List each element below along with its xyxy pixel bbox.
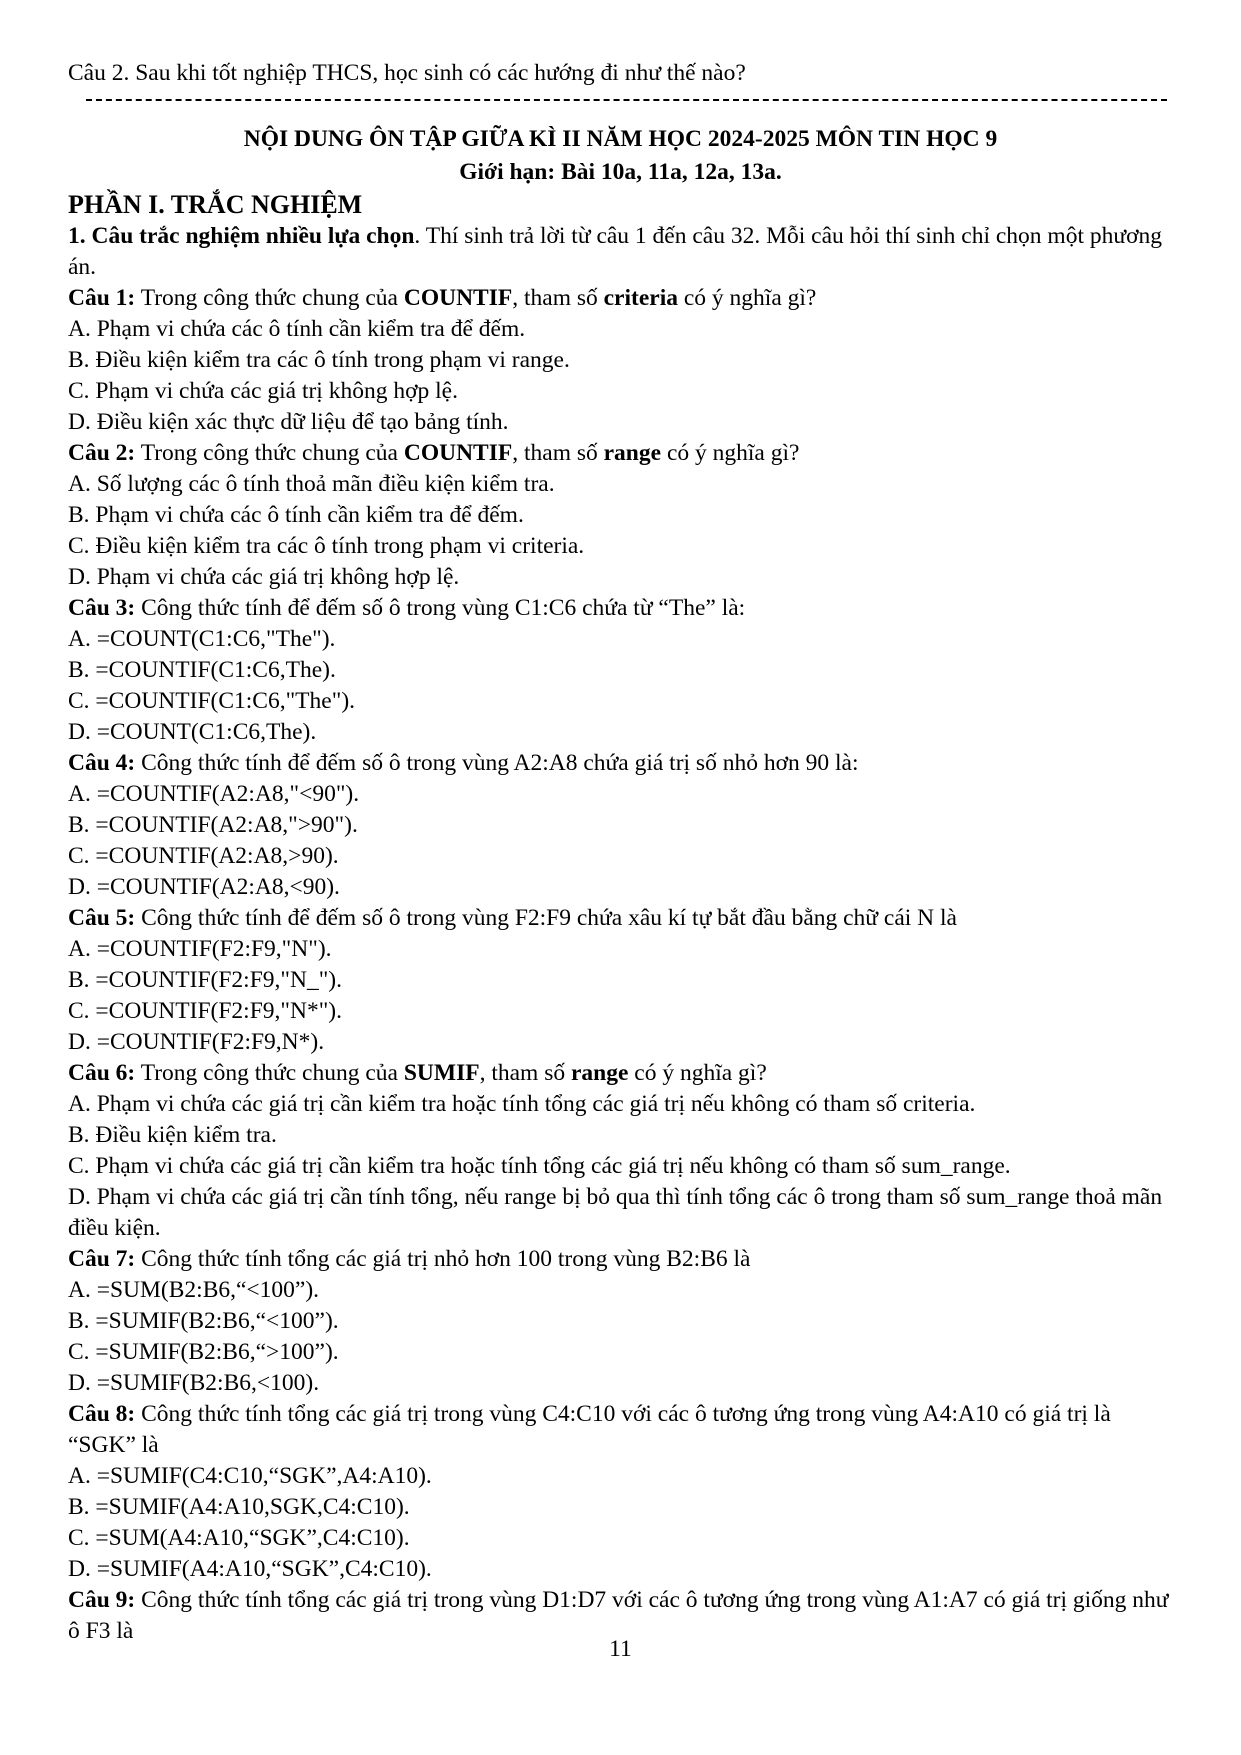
question-block <box>68 903 1173 1058</box>
answer-option: A. =COUNTIF(F2:F9,"N"). <box>68 936 332 962</box>
document-page <box>68 58 1173 1647</box>
dashed-separator <box>86 99 1167 119</box>
answer-option: D. =COUNT(C1:C6,The). <box>68 719 317 745</box>
question-text: Công thức tính tổng các giá trị nhỏ hơn 100 trong vùng B2:B6 là <box>135 1246 751 1272</box>
answer-option: A. =COUNT(C1:C6,"The"). <box>68 626 336 652</box>
question-label: Câu 9: <box>68 1587 136 1613</box>
answer-option: B. =COUNTIF(A2:A8,">90"). <box>68 812 358 838</box>
question-text: range <box>570 1060 629 1086</box>
question-text: Trong công thức chung của <box>135 1060 404 1086</box>
answer-option: B. =COUNTIF(F2:F9,"N_"). <box>68 967 342 993</box>
question-block <box>68 283 1173 438</box>
answer-option: B. =COUNTIF(C1:C6,The). <box>68 657 336 683</box>
question-list <box>68 283 1173 1647</box>
document-subtitle: Giới hạn: Bài 10a, 11a, 12a, 13a. <box>459 159 782 185</box>
question-label: Câu 5: <box>68 905 136 931</box>
question-stem <box>68 1399 1173 1461</box>
question-block <box>68 593 1173 748</box>
answer-option: A. =SUM(B2:B6,“<100”). <box>68 1277 320 1303</box>
answer-option: A. =COUNTIF(A2:A8,"<90"). <box>68 781 360 807</box>
section-heading: PHẦN I. TRẮC NGHIỆM <box>68 190 363 219</box>
question-text: SUMIF <box>403 1060 480 1086</box>
answer-option: C. Phạm vi chứa các giá trị cần kiểm tra hoặc tính tổng các giá trị nếu không có tham số sum_range. <box>68 1153 1011 1179</box>
answer-option: A. Phạm vi chứa các giá trị cần kiểm tra hoặc tính tổng các giá trị nếu không có tham số criteria. <box>68 1091 976 1117</box>
question-text: , tham số <box>479 1060 571 1086</box>
answer-option: D. Phạm vi chứa các giá trị cần tính tổng, nếu range bị bỏ qua thì tính tổng các ô trong tham số sum_range thoả mãn điều kiện. <box>68 1184 1163 1241</box>
question-text: có ý nghĩa gì? <box>677 285 817 311</box>
question-text: Công thức tính tổng các giá trị trong vùng D1:D7 với các ô tương ứng trong vùng A1:A7 có giá trị giống như ô F3 là <box>68 1587 1169 1644</box>
answer-option: C. Phạm vi chứa các giá trị không hợp lệ. <box>68 378 458 404</box>
answer-option: B. =SUMIF(B2:B6,“<100”). <box>68 1308 339 1334</box>
question-text: , tham số <box>512 285 604 311</box>
question-label: Câu 1: <box>68 285 136 311</box>
answer-option: D. =COUNTIF(F2:F9,N*). <box>68 1029 325 1055</box>
question-block <box>68 1244 1173 1399</box>
answer-option: B. =SUMIF(A4:A10,SGK,C4:C10). <box>68 1494 410 1520</box>
answer-option: C. =COUNTIF(F2:F9,"N*"). <box>68 998 342 1024</box>
question-label: Câu 2: <box>68 440 136 466</box>
question-stem <box>68 1058 1173 1089</box>
question-stem <box>68 438 1173 469</box>
answer-option: C. =COUNTIF(A2:A8,>90). <box>68 843 339 869</box>
question-text: Công thức tính để đếm số ô trong vùng C1:C6 chứa từ “The” là: <box>135 595 746 621</box>
answer-option: A. Phạm vi chứa các ô tính cần kiểm tra để đếm. <box>68 316 526 342</box>
question-text: Trong công thức chung của <box>135 285 404 311</box>
answer-option: B. Điều kiện kiểm tra. <box>68 1122 277 1148</box>
answer-option: C. =COUNTIF(C1:C6,"The"). <box>68 688 356 714</box>
answer-option: B. Điều kiện kiểm tra các ô tính trong phạm vi range. <box>68 347 570 373</box>
question-stem <box>68 1244 1173 1275</box>
question-text: có ý nghĩa gì? <box>628 1060 767 1086</box>
question-label: Câu 4: <box>68 750 136 776</box>
answer-option: D. =SUMIF(B2:B6,<100). <box>68 1370 320 1396</box>
question-stem <box>68 593 1173 624</box>
question-text: , tham số <box>512 440 604 466</box>
question-text: Công thức tính để đếm số ô trong vùng A2:A8 chứa giá trị số nhỏ hơn 90 là: <box>135 750 859 776</box>
answer-option: A. =SUMIF(C4:C10,“SGK”,A4:A10). <box>68 1463 432 1489</box>
question-block <box>68 438 1173 593</box>
question-text: range <box>603 440 662 466</box>
question-label: Câu 7: <box>68 1246 136 1272</box>
answer-option: C. =SUMIF(B2:B6,“>100”). <box>68 1339 339 1365</box>
document-title: NỘI DUNG ÔN TẬP GIỮA KÌ II NĂM HỌC 2024-2025 MÔN TIN HỌC 9 <box>243 126 998 152</box>
question-text: Công thức tính để đếm số ô trong vùng F2:F9 chứa xâu kí tự bắt đầu bằng chữ cái N là <box>135 905 957 931</box>
question-stem <box>68 283 1173 314</box>
question-text: COUNTIF <box>403 440 513 466</box>
question-text: criteria <box>603 285 678 311</box>
answer-option: D. =COUNTIF(A2:A8,<90). <box>68 874 340 900</box>
question-label: Câu 8: <box>68 1401 136 1427</box>
question-text: có ý nghĩa gì? <box>661 440 800 466</box>
question-text: Trong công thức chung của <box>135 440 404 466</box>
answer-option: D. Điều kiện xác thực dữ liệu để tạo bảng tính. <box>68 409 509 435</box>
question-block <box>68 1399 1173 1585</box>
intro-text: . Thí sinh trả lời từ câu 1 đến câu 32. Mỗi câu hỏi thí sinh chỉ chọn một phương án. <box>68 223 1163 280</box>
question-label: Câu 3: <box>68 595 136 621</box>
answer-option: C. =SUM(A4:A10,“SGK”,C4:C10). <box>68 1525 410 1551</box>
question-block <box>68 748 1173 903</box>
page-number: 11 <box>609 1636 632 1662</box>
answer-option: D. =SUMIF(A4:A10,“SGK”,C4:C10). <box>68 1556 432 1582</box>
question-text: Công thức tính tổng các giá trị trong vùng C4:C10 với các ô tương ứng trong vùng A4:A10 có giá trị là “SGK” là <box>68 1401 1111 1458</box>
intro-bold: 1. Câu trắc nghiệm nhiều lựa chọn <box>68 223 415 249</box>
answer-option: A. Số lượng các ô tính thoả mãn điều kiện kiểm tra. <box>68 471 555 497</box>
top-question: Câu 2. Sau khi tốt nghiệp THCS, học sinh có các hướng đi như thế nào? <box>68 60 746 86</box>
answer-option: D. Phạm vi chứa các giá trị không hợp lệ. <box>68 564 460 590</box>
question-text: COUNTIF <box>403 285 513 311</box>
question-stem <box>68 748 1173 779</box>
intro-paragraph <box>68 221 1173 283</box>
answer-option: C. Điều kiện kiểm tra các ô tính trong phạm vi criteria. <box>68 533 585 559</box>
answer-option: B. Phạm vi chứa các ô tính cần kiểm tra để đếm. <box>68 502 524 528</box>
question-block <box>68 1058 1173 1244</box>
question-label: Câu 6: <box>68 1060 136 1086</box>
question-stem <box>68 903 1173 934</box>
